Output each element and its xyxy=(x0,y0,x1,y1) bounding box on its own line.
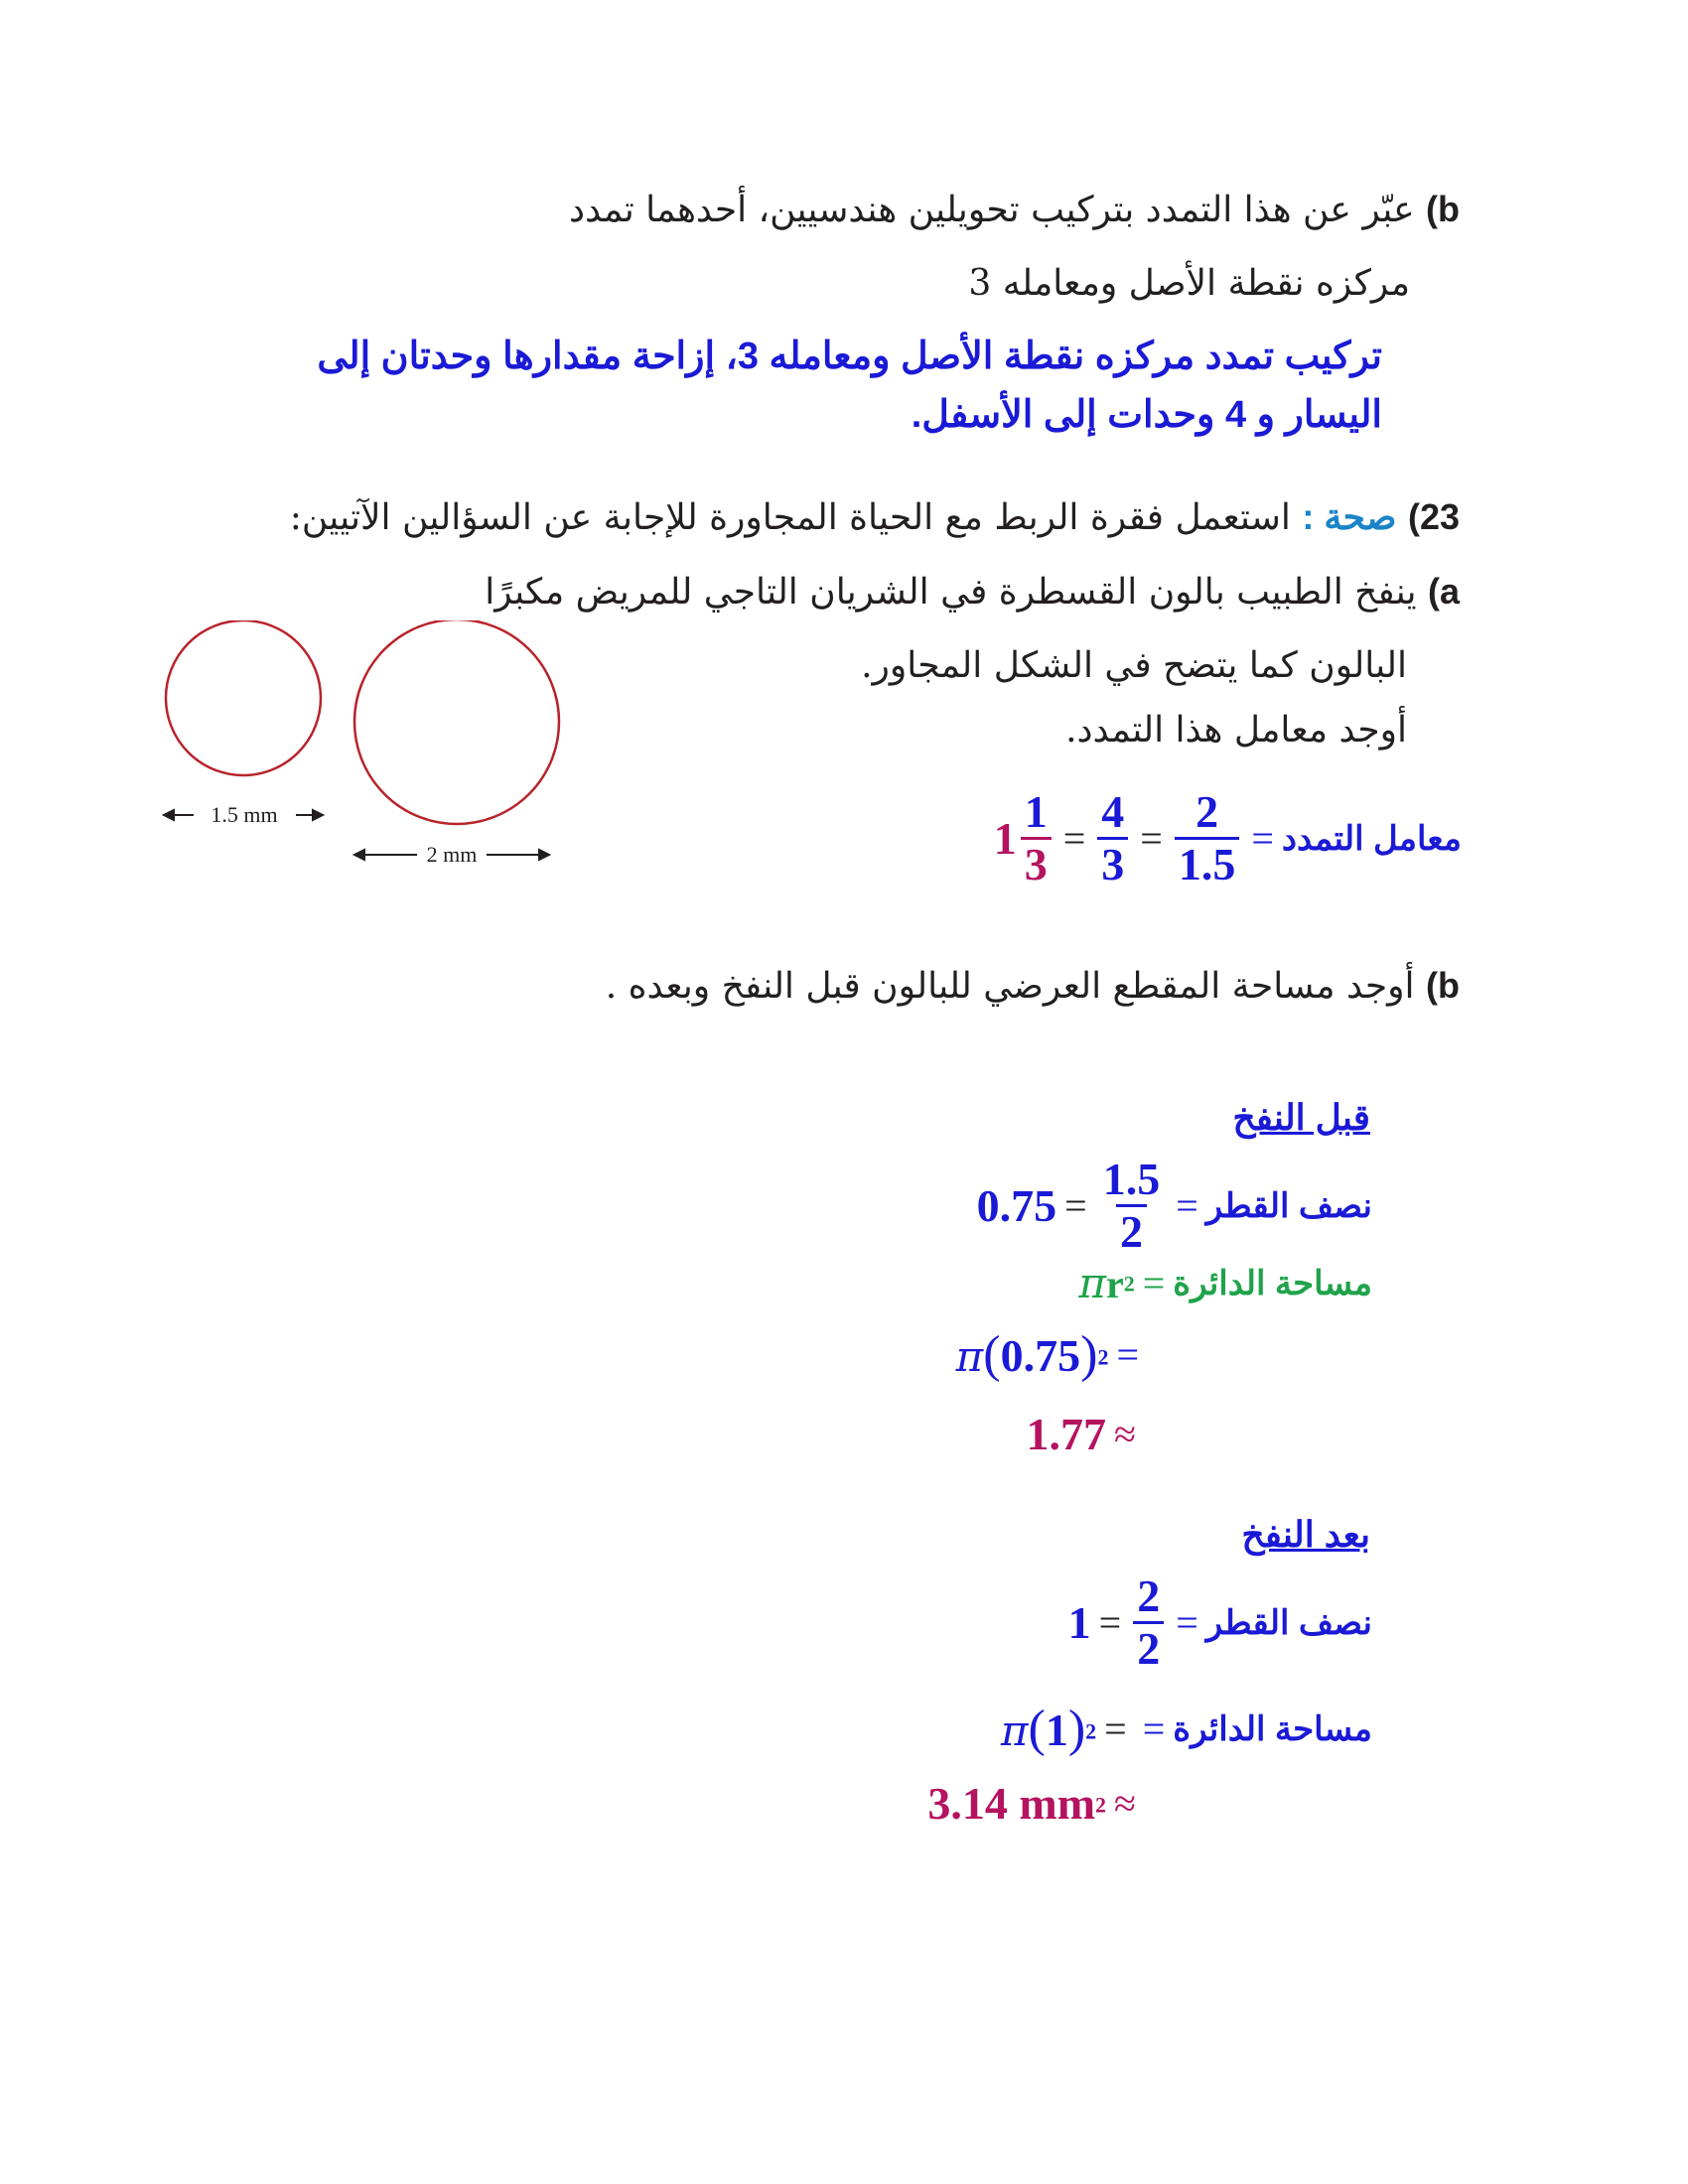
q23-topic: صحة : xyxy=(1302,496,1397,537)
q23-part-b-letter: b) xyxy=(1426,965,1460,1006)
after-heading: بعد النفخ xyxy=(1241,1514,1370,1555)
frac1-numerator: 2 xyxy=(1196,786,1219,837)
equals-sign: = xyxy=(1142,1261,1166,1305)
part-a-line3: أوجد معامل هذا التمدد. xyxy=(1065,710,1407,751)
scale-factor-label: معامل التمدد xyxy=(1281,819,1462,858)
before-sub-value: 0.75 xyxy=(1000,1330,1081,1381)
after-substitution: $\pi(1)^2$ xyxy=(1000,1701,1097,1757)
before-radius-fraction xyxy=(1099,1154,1165,1257)
q23-intro xyxy=(289,496,1460,538)
equals-sign: = xyxy=(1116,1332,1139,1377)
fraction-4-over-3 xyxy=(1097,786,1128,889)
scale-equals: = xyxy=(1251,816,1274,861)
q23-part-b xyxy=(605,965,1460,1007)
approx-sign: ≈ xyxy=(1114,1412,1136,1456)
equals-sign: = xyxy=(1098,1600,1122,1645)
mixed-whole: 1 xyxy=(993,813,1017,864)
after-radius-value: 1 xyxy=(1067,1597,1091,1648)
part-b-letter: b) xyxy=(1426,189,1460,229)
mixed-numerator: 1 xyxy=(1024,786,1048,837)
equals-sign: = xyxy=(1140,816,1163,861)
pi-symbol: π xyxy=(1078,1259,1106,1307)
before-substitution: $\pi(0.75)^2$ xyxy=(955,1326,1109,1383)
part-a-line2: البالون كما يتضح في الشكل المجاور. xyxy=(861,645,1407,686)
before-radius-equation xyxy=(976,1154,1372,1257)
part-b-top-question xyxy=(568,189,1460,230)
equals-sign: = xyxy=(1176,1183,1198,1228)
part-b-text-line2: مركزه نقطة الأصل ومعامله 3 xyxy=(968,263,1410,304)
area-formula xyxy=(1078,1259,1134,1307)
q23-intro-text: استعمل فقرة الربط مع الحياة المجاورة للإجابة عن السؤالين الآتيين: xyxy=(289,497,1291,538)
before-area-label: مساحة الدائرة xyxy=(1173,1264,1372,1302)
after-sub-value: 1 xyxy=(1045,1705,1068,1755)
after-radius-label: نصف القطر xyxy=(1205,1603,1372,1642)
frac2-denominator: 3 xyxy=(1097,837,1128,887)
answer-line2: اليسار و 4 وحدات إلى الأسفل. xyxy=(911,393,1382,436)
q23-part-b-text: أوجد مساحة المقطع العرضي للبالون قبل النفخ وبعده . xyxy=(605,966,1415,1007)
before-area-substitution xyxy=(956,1325,1147,1384)
small-balloon-label: 1.5 mm xyxy=(211,802,278,827)
after-radius-numerator: 2 xyxy=(1137,1570,1161,1621)
scale-factor-equation xyxy=(993,786,1462,889)
after-area-result xyxy=(927,1777,1144,1830)
mixed-fraction xyxy=(1021,786,1052,889)
after-area-label: مساحة الدائرة xyxy=(1173,1709,1372,1748)
pi-symbol: π xyxy=(955,1332,984,1381)
large-balloon-circle xyxy=(354,620,559,824)
before-area-result xyxy=(1027,1408,1144,1460)
before-heading: قبل النفخ xyxy=(1232,1097,1370,1138)
formula-exponent: 2 xyxy=(1123,1271,1135,1297)
after-radius-equation xyxy=(1067,1570,1372,1674)
q23-number: 23) xyxy=(1407,496,1460,537)
after-area-equation xyxy=(1001,1700,1372,1758)
after-radius-denominator: 2 xyxy=(1133,1621,1164,1672)
after-result-value: 3.14 mm xyxy=(927,1778,1096,1829)
after-result-exponent: 2 xyxy=(1095,1792,1107,1818)
answer-line1: تركيب تمدد مركزه نقطة الأصل ومعامله 3، إزاحة مقدارها وحدتان إلى xyxy=(317,336,1382,377)
before-radius-label: نصف القطر xyxy=(1205,1186,1372,1225)
after-sub-exponent: 2 xyxy=(1085,1718,1097,1744)
formula-r: r xyxy=(1105,1262,1124,1306)
mixed-denominator: 3 xyxy=(1021,837,1052,887)
equals-sign: = xyxy=(1142,1706,1166,1751)
before-area-formula xyxy=(1078,1259,1372,1307)
equals-sign: = xyxy=(1104,1706,1127,1751)
frac1-denominator: 1.5 xyxy=(1175,837,1240,887)
equals-sign: = xyxy=(1064,1183,1087,1228)
before-radius-denominator: 2 xyxy=(1116,1204,1147,1255)
frac2-numerator: 4 xyxy=(1101,786,1125,837)
equals-sign: = xyxy=(1062,816,1086,861)
before-result: 1.77 xyxy=(1026,1409,1107,1459)
pi-symbol: π xyxy=(1000,1706,1029,1755)
balloon-figure xyxy=(149,620,606,879)
equals-sign: = xyxy=(1176,1600,1198,1645)
approx-sign: ≈ xyxy=(1114,1781,1136,1826)
before-radius-value: 0.75 xyxy=(976,1180,1057,1231)
fraction-2-over-1-5 xyxy=(1175,786,1240,889)
part-a-line1: ينفخ الطبيب بالون القسطرة في الشريان التاجي للمريض مكبرًا xyxy=(485,572,1417,613)
large-balloon-label: 2 mm xyxy=(426,842,478,867)
part-b-answer xyxy=(250,328,1382,445)
small-balloon-circle xyxy=(166,620,321,775)
before-sub-exponent: 2 xyxy=(1097,1344,1109,1370)
after-radius-fraction xyxy=(1133,1570,1164,1674)
after-result xyxy=(927,1777,1106,1830)
q23-part-a xyxy=(485,571,1460,613)
before-radius-numerator: 1.5 xyxy=(1102,1154,1161,1204)
part-b-text-line1: عبّر عن هذا التمدد بتركيب تحويلين هندسيين، أحدهما تمدد xyxy=(568,190,1415,230)
part-a-letter: a) xyxy=(1427,571,1460,612)
